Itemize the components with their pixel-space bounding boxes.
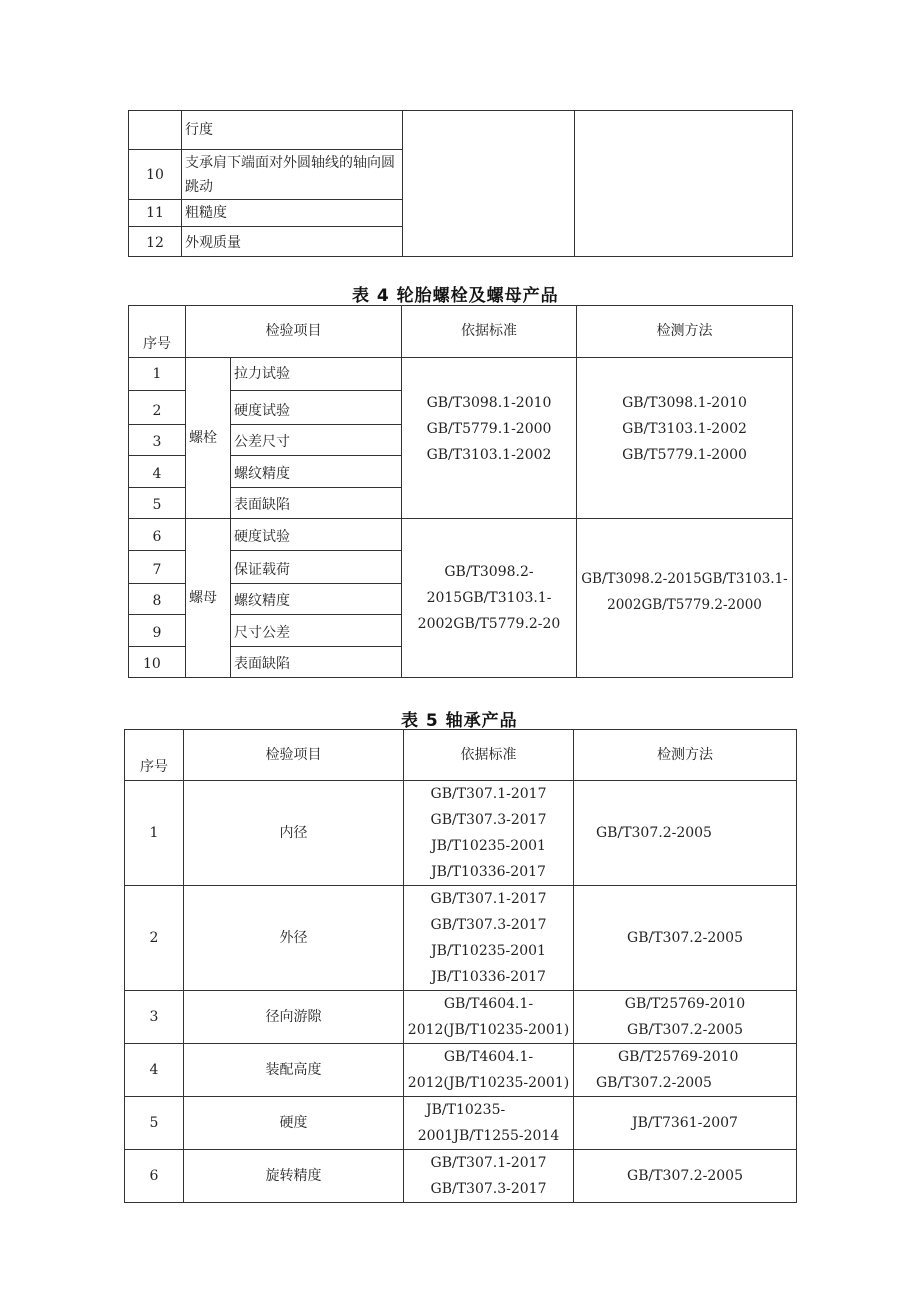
method-line: GB/T3098.1-2010 xyxy=(622,395,747,411)
standard-cell xyxy=(404,1044,574,1097)
row-number: 2 xyxy=(129,391,186,425)
standard-line: 2012(JB/T10235-2001) xyxy=(407,1022,570,1038)
row-number: 10 xyxy=(129,150,182,200)
group-label-bolt: 螺栓 xyxy=(186,358,231,519)
method-cell xyxy=(577,519,793,678)
standard-line: GB/T5779.1-2000 xyxy=(426,421,552,437)
header-number: 序号 xyxy=(129,306,186,358)
method-cell xyxy=(574,1044,797,1097)
inspection-item: 螺纹精度 xyxy=(231,584,402,615)
inspection-item: 螺纹精度 xyxy=(231,456,402,488)
header-item: 检验项目 xyxy=(186,306,402,358)
standard-line: 2015GB/T3103.1- xyxy=(426,590,552,606)
header-item: 检验项目 xyxy=(184,730,404,781)
standard-cell xyxy=(402,358,577,519)
header-method: 检测方法 xyxy=(577,306,793,358)
row-number: 1 xyxy=(125,781,184,886)
method-line: JB/T7361-2007 xyxy=(632,1115,738,1131)
table5 xyxy=(124,729,797,1203)
standard-line: GB/T307.1-2017 xyxy=(430,1155,547,1171)
header-standard: 依据标准 xyxy=(402,306,577,358)
inspection-item: 表面缺陷 xyxy=(231,647,402,678)
standard-cell xyxy=(402,519,577,678)
method-line: GB/T3098.2-2015GB/T3103.1- xyxy=(581,571,788,587)
method-line: GB/T307.2-2005 xyxy=(596,1075,712,1091)
inspection-item: 粗糙度 xyxy=(182,200,403,227)
header-number: 序号 xyxy=(125,730,184,781)
method-cell xyxy=(574,991,797,1044)
method-line: GB/T307.2-2005 xyxy=(596,825,712,841)
table-row xyxy=(129,519,793,551)
standard-cell xyxy=(404,991,574,1044)
row-number: 8 xyxy=(129,584,186,615)
row-number: 4 xyxy=(129,456,186,488)
inspection-item: 表面缺陷 xyxy=(231,488,402,519)
table-header-row xyxy=(125,730,797,781)
method-cell xyxy=(575,111,793,257)
method-line: GB/T3103.1-2002 xyxy=(622,421,747,437)
method-line: GB/T307.2-2005 xyxy=(627,1168,743,1184)
row-number: 6 xyxy=(129,519,186,551)
row-number: 11 xyxy=(129,200,182,227)
method-line: GB/T25769-2010 xyxy=(624,996,746,1012)
inspection-item: 旋转精度 xyxy=(184,1150,404,1203)
standard-line: GB/T307.3-2017 xyxy=(430,812,547,828)
inspection-item: 拉力试验 xyxy=(231,358,402,391)
inspection-item: 外径 xyxy=(184,886,404,991)
inspection-item: 径向游隙 xyxy=(184,991,404,1044)
standard-line: 2002GB/T5779.2-20 xyxy=(417,616,561,632)
header-standard: 依据标准 xyxy=(404,730,574,781)
table-header-row xyxy=(129,306,793,358)
standard-cell xyxy=(404,1097,574,1150)
inspection-item: 硬度 xyxy=(184,1097,404,1150)
row-number: 5 xyxy=(125,1097,184,1150)
standard-line: GB/T307.1-2017 xyxy=(430,891,547,907)
table-row xyxy=(125,781,797,886)
inspection-item: 公差尺寸 xyxy=(231,425,402,456)
row-number: 1 xyxy=(129,358,186,391)
standard-line: 2001JB/T1255-2014 xyxy=(417,1128,560,1144)
standard-line: JB/T10336-2017 xyxy=(431,969,546,985)
standard-line: GB/T307.3-2017 xyxy=(430,917,547,933)
table-row xyxy=(129,358,793,391)
method-line: GB/T307.2-2005 xyxy=(627,1022,743,1038)
row-number: 3 xyxy=(125,991,184,1044)
standard-cell xyxy=(404,1150,574,1203)
table-row xyxy=(125,991,797,1044)
table-row xyxy=(125,1150,797,1203)
row-number: 6 xyxy=(125,1150,184,1203)
method-line: GB/T307.2-2005 xyxy=(627,930,743,946)
method-cell xyxy=(577,358,793,519)
standard-line: JB/T10235- xyxy=(426,1102,506,1118)
inspection-item: 硬度试验 xyxy=(231,391,402,425)
row-number xyxy=(129,111,182,150)
inspection-item: 外观质量 xyxy=(182,227,403,257)
group-label-nut: 螺母 xyxy=(186,519,231,678)
row-number: 9 xyxy=(129,615,186,647)
method-cell xyxy=(574,886,797,991)
continuation-table xyxy=(128,110,793,257)
method-cell xyxy=(574,1150,797,1203)
method-line: 2002GB/T5779.2-2000 xyxy=(607,597,762,613)
standard-line: GB/T3103.1-2002 xyxy=(426,447,552,463)
table-row xyxy=(129,111,793,150)
standard-cell xyxy=(404,781,574,886)
row-number: 5 xyxy=(129,488,186,519)
table4-caption: 表 4 轮胎螺栓及螺母产品 xyxy=(352,286,559,306)
standard-line: JB/T10336-2017 xyxy=(431,864,546,880)
inspection-item: 内径 xyxy=(184,781,404,886)
method-cell xyxy=(574,1097,797,1150)
row-number: 10 xyxy=(129,647,186,678)
standard-line: GB/T4604.1- xyxy=(443,1049,534,1065)
standard-cell xyxy=(404,886,574,991)
inspection-item: 行度 xyxy=(182,111,403,150)
row-number: 7 xyxy=(129,551,186,584)
standard-line: JB/T10235-2001 xyxy=(431,943,546,959)
standard-line: GB/T307.1-2017 xyxy=(430,786,547,802)
method-cell xyxy=(574,781,797,886)
standard-cell xyxy=(403,111,575,257)
standard-line: GB/T307.3-2017 xyxy=(430,1181,547,1197)
standard-line: GB/T3098.2- xyxy=(444,564,534,580)
inspection-item: 装配高度 xyxy=(184,1044,404,1097)
header-method: 检测方法 xyxy=(574,730,797,781)
standard-line: 2012(JB/T10235-2001) xyxy=(407,1075,570,1091)
inspection-item: 保证载荷 xyxy=(231,551,402,584)
standard-line: GB/T3098.1-2010 xyxy=(426,395,552,411)
row-number: 12 xyxy=(129,227,182,257)
table4 xyxy=(128,305,793,678)
inspection-item: 尺寸公差 xyxy=(231,615,402,647)
row-number: 2 xyxy=(125,886,184,991)
table5-caption: 表 5 轴承产品 xyxy=(401,711,518,731)
table-row xyxy=(125,1097,797,1150)
standard-line: GB/T4604.1- xyxy=(443,996,534,1012)
table-row xyxy=(125,886,797,991)
table-row xyxy=(125,1044,797,1097)
inspection-item: 硬度试验 xyxy=(231,519,402,551)
row-number: 3 xyxy=(129,425,186,456)
inspection-item: 支承肩下端面对外圆轴线的轴向圆跳动 xyxy=(182,150,403,200)
method-line: GB/T25769-2010 xyxy=(618,1049,739,1065)
standard-line: JB/T10235-2001 xyxy=(431,838,546,854)
method-line: GB/T5779.1-2000 xyxy=(622,447,747,463)
row-number: 4 xyxy=(125,1044,184,1097)
